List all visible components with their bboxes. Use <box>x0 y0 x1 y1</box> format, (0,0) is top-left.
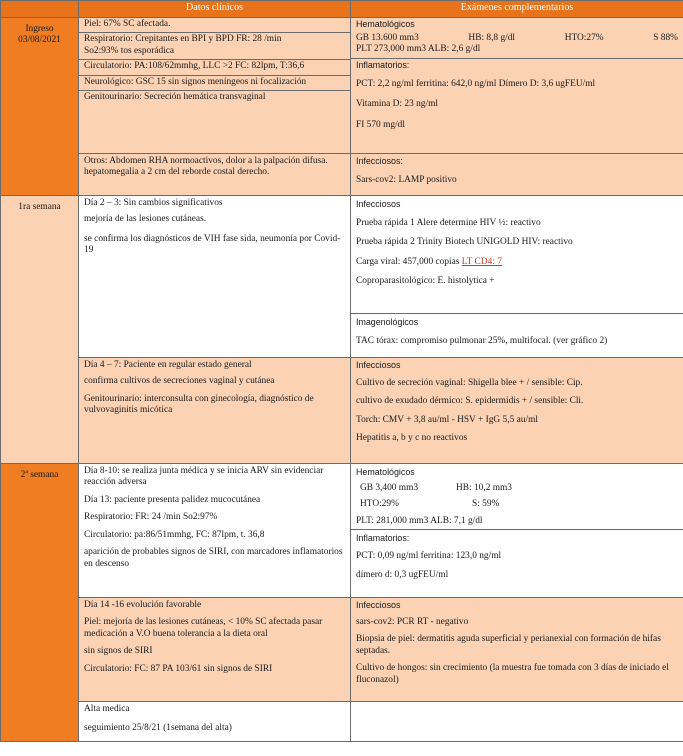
ingreso-genitourinario: Genitourinario: Secreción hemática transvaginal <box>84 92 266 103</box>
header-clinical: Datos clínicos <box>79 1 351 18</box>
ingreso-hema-gb: GB 13.600 mm3 <box>356 32 419 43</box>
semana1-inf-1: Prueba rápida 1 Alere determine HIV ½: reactivo <box>356 217 541 228</box>
semana2-siri: aparición de probables signos de SIRI, con marcadores inflamatorios en descenso <box>84 547 343 569</box>
semana1-d23-title: Día 2 – 3: Sin cambios significativos <box>84 198 223 208</box>
ingreso-period-cell <box>1 18 79 196</box>
header-exams: Exámenes complementarios <box>351 1 683 18</box>
semana2-hema-hto: HTO:29% <box>360 499 399 510</box>
ingreso-hema-hto: HTO:27% <box>564 32 604 43</box>
semana2-row-c <box>1 702 683 742</box>
semana2-hema-s: S: 59% <box>472 499 500 510</box>
semana2-hema-block <box>351 464 683 530</box>
semana1-inf-block <box>351 196 683 314</box>
header-row <box>1 1 683 18</box>
ingreso-inf-1: Sars-cov2: LAMP positivo <box>356 174 457 185</box>
semana2-d13: Día 13: paciente presenta palidez mucocutánea <box>84 494 261 505</box>
ingreso-resp-line2: So2:93% tos esporádica <box>84 45 175 56</box>
semana2-row-b <box>1 598 683 702</box>
ingreso-exams-cell <box>351 18 683 154</box>
semana2-hema-hb: HB: 10,2 mm3 <box>456 482 512 493</box>
semana1-inf-4: Coproparasitológico: E. histolytica + <box>356 276 495 287</box>
semana1-d23-2: se confirma los diagnósticos de VIH fase sida, neumonía por Covid-19 <box>84 233 341 256</box>
semana1-d23-cell <box>79 196 351 358</box>
semana2-d1416-1: Piel: mejoría de las lesiones cutáneas, < 10% SC afectada pasar medicación a V.O buena tolerancia a la dieta oral <box>84 617 323 639</box>
ingreso-infl-3: FI 570 mg/dl <box>356 119 405 130</box>
semana2-inf-3: Cultivo de hongos: sin crecimiento (la muestra fue tomada con 3 días de iniciado el fluconazol) <box>356 663 669 685</box>
semana2-inf-2: Biopsia de piel: dermatitis aguda superficial y perianexial con formación de hifas septadas. <box>356 634 661 656</box>
semana1-carga-viral: Carga viral: 457,000 copias <box>356 256 462 267</box>
semana2-lab-cell <box>351 464 683 598</box>
cd4-link[interactable]: LT CD4: 7 <box>461 256 502 267</box>
ingreso-infl-2: Vitamina D: 23 ng/ml <box>356 99 438 110</box>
semana2-d1416-cell <box>79 598 351 702</box>
semana2-infl-1: PCT: 0,09 ng/ml ferritina: 123,0 ng/ml <box>356 551 502 562</box>
semana1-d47-1: confirma cultivos de secreciones vaginal y cutánea <box>84 376 275 387</box>
semana1-inf2-2: cultivo de exudado dérmico: S. epidermidis + / sensible: Cli. <box>356 396 584 407</box>
semana2-infl-block <box>351 530 683 583</box>
semana1-inf-cell <box>351 196 683 358</box>
semana1-inf2-3: Torch: CMV + 3,8 au/ml - HSV + IgG 5,5 au/ml <box>356 414 538 425</box>
ingreso-hema-values <box>356 33 678 44</box>
semana2-d1416-2: sin signos de SIRI <box>84 646 153 657</box>
semana1-inf-title: Infecciosos <box>356 199 401 209</box>
ingreso-hema-hb: HB: 8,8 g/dl <box>468 32 516 43</box>
semana2-row-a <box>1 464 683 598</box>
ingreso-infl-title: Inflamatorios: <box>356 59 410 70</box>
ingreso-respiratorio <box>79 33 350 60</box>
semana1-d23-1: mejoría de las lesiones cutáneas. <box>84 214 207 225</box>
alta-seguimiento: seguimiento 25/8/21 (1semana del alta) <box>84 723 232 734</box>
semana2-resp: Respiratorio: FR: 24 /min So2:97% <box>84 512 218 523</box>
semana2-d810-cell <box>79 464 351 598</box>
semana2-inf-cell <box>351 598 683 702</box>
semana2-label: 2ª semana <box>20 470 59 480</box>
ingreso-infecciosos-cell <box>351 154 683 196</box>
semana2-period-cell <box>1 464 79 742</box>
ingreso-date: 03/08/2021 <box>18 35 61 46</box>
semana2-d1416-title: Día 14 -16 evolución favorable <box>84 600 202 610</box>
ingreso-infl-1: PCT: 2,2 ng/ml ferritina: 642,0 ng/ml Dímero D: 3,6 ugFEU/ml <box>356 78 596 89</box>
semana2-hema-title: Hematológicos <box>356 467 415 477</box>
semana2-inf-title: Infecciosos <box>356 600 401 610</box>
ingreso-resp-line1: Respiratorio: Crepitantes en BPI y BPD FR: 28 /min <box>84 34 282 45</box>
semana2-infl-2: dímero d: 0,3 ugFEU/ml <box>356 569 449 580</box>
ingreso-circulatorio: Circulatorio: PA:108/62mmhg, LLC >2 FC: 82lpm, T:36,6 <box>79 60 350 75</box>
semana1-label: 1ra semana <box>18 202 61 212</box>
semana1-img-title: Imagenológicos <box>356 317 419 327</box>
ingreso-row-b <box>1 154 683 196</box>
header-period <box>1 1 79 18</box>
semana1-row-a <box>1 196 683 358</box>
semana1-inf2-title: Infecciosos <box>356 360 401 370</box>
ingreso-neurologico: Neurológico: GSC 15 sin signos meníngeos ni focalización <box>79 76 350 91</box>
ingreso-inf-title: Infecciosos: <box>356 156 403 166</box>
ingreso-hema-block <box>351 18 683 59</box>
alta-empty-cell <box>351 702 683 742</box>
semana2-hema-gb: GB 3,400 mm3 <box>360 482 419 493</box>
ingreso-otros: Otros: Abdomen RHA normoactivos, dolor a la palpación difusa. hepatomegalia a 2 cm del reborde costal derecho. <box>84 156 328 178</box>
semana1-inf2-4: Hepatitis a, b y c no reactivos <box>356 433 468 444</box>
ingreso-hema-title: Hematológicos <box>356 19 415 29</box>
ingreso-clinical-cell <box>79 18 351 154</box>
semana1-d47-cell <box>79 358 351 464</box>
semana1-d47-title: Día 4 – 7: Paciente en regular estado general <box>84 360 252 370</box>
alta-title: Alta medica <box>84 704 130 714</box>
semana1-inf2-1: Cultivo de secreción vaginal: Shigella blee + / sensible: Cip. <box>356 377 583 388</box>
semana2-infl-title: Inflamatorios: <box>356 533 410 544</box>
semana2-inf-1: sars-cov2: PCR RT - negativo <box>356 616 469 627</box>
semana1-inf2-cell <box>351 358 683 464</box>
semana2-hema-plt: PLT: 281,000 mm3 ALB: 7,1 g/dl <box>356 515 483 526</box>
ingreso-row-a <box>1 18 683 154</box>
semana2-hema-row1 <box>356 483 678 494</box>
ingreso-otros-cell <box>79 154 351 196</box>
semana1-period-cell <box>1 196 79 464</box>
ingreso-hema-plt: PLT 273,000 mm3 ALB: 2,6 g/dl <box>356 44 481 55</box>
semana1-row-b <box>1 358 683 464</box>
semana1-d47-2: Genitourinario: interconsulta con ginecología, diagnóstico de vulvovaginitis micótica <box>84 393 314 416</box>
semana2-circ: Circulatorio: pa:86/51mmhg, FC: 87lpm, t. 36,8 <box>84 529 265 540</box>
semana1-inf-3 <box>356 257 678 268</box>
semana2-d810: Día 8-10: se realiza junta médica y se inicia ARV sin evidenciar reacción adversa <box>84 466 324 488</box>
ingreso-hema-s: S 88% <box>653 32 678 43</box>
alta-cell <box>79 702 351 742</box>
ingreso-label: Ingreso <box>25 24 54 34</box>
semana2-d1416-3: Circulatorio: FC: 87 PA 103/61 sin signos de SIRI <box>84 663 273 674</box>
semana2-hema-row2 <box>356 499 678 510</box>
semana1-img-1: TAC tórax: compromiso pulmonar 25%, multifocal. (ver gráfico 2) <box>356 335 608 346</box>
ingreso-infl-block <box>351 59 683 137</box>
ingreso-piel: Piel: 67% SC afectada. <box>79 18 350 33</box>
semana1-inf-2: Prueba rápida 2 Trinity Biotech UNIGOLD HIV: reactivo <box>356 237 573 248</box>
semana1-img-block <box>351 314 683 349</box>
